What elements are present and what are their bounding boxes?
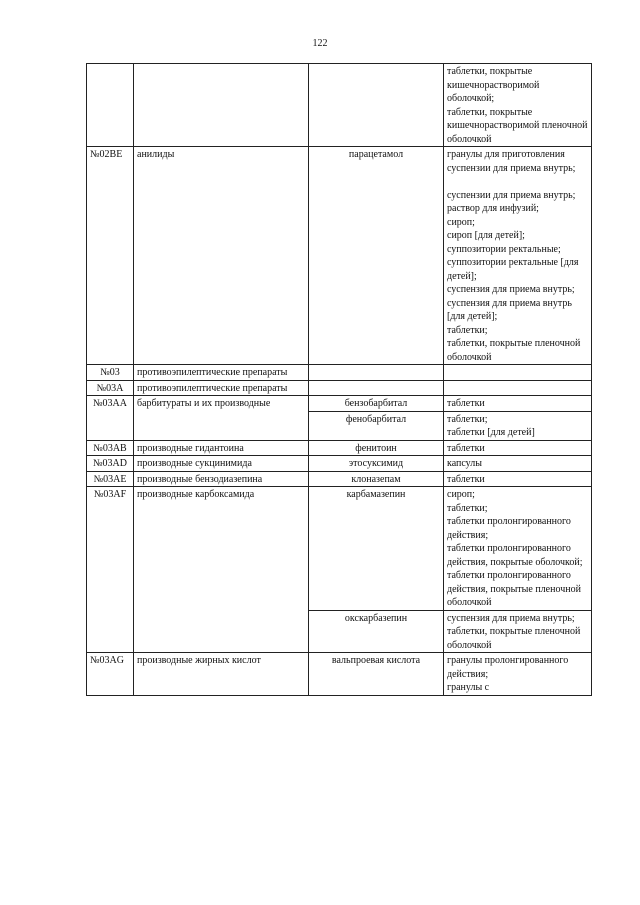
atc-code-cell (87, 411, 134, 440)
inn-cell: клоназепам (309, 471, 444, 487)
atc-code-cell: №03AF (87, 487, 134, 611)
forms-cell (444, 411, 592, 440)
atc-code-cell (87, 64, 134, 147)
forms-cell (444, 471, 592, 487)
dosage-form: таблетки; (447, 324, 488, 336)
atc-code-cell: №03AA (87, 396, 134, 412)
table-row (87, 64, 592, 147)
atc-code-cell: №03A (87, 380, 134, 396)
inn-cell: карбамазепин (309, 487, 444, 611)
group-cell: противоэпилептические препараты (134, 365, 309, 381)
dosage-form: таблетки, покрытые кишечнорастворимой оболочкой; (447, 66, 540, 104)
table-row (87, 396, 592, 412)
dosage-form: суспензия для приема внутрь; (447, 284, 575, 295)
group-cell: производные гидантоина (134, 440, 309, 456)
inn-cell: этосуксимид (309, 456, 444, 472)
table-row (87, 365, 592, 381)
group-cell (134, 411, 309, 440)
forms-cell (444, 380, 592, 396)
dosage-form: таблетки, покрытые пленочной оболочкой (447, 338, 581, 363)
dosage-form: раствор для инфузий; (447, 203, 539, 214)
inn-cell (309, 64, 444, 147)
forms-cell (444, 147, 592, 365)
dosage-form: таблетки пролонгированного действия, покрытые пленочной оболочкой (447, 570, 581, 608)
inn-cell: вальпроевая кислота (309, 653, 444, 696)
inn-cell: окскарбазепин (309, 610, 444, 653)
dosage-form: таблетки, покрытые кишечнорастворимой пленочной оболочкой (447, 106, 588, 145)
group-cell: производные карбоксамида (134, 487, 309, 611)
group-cell: барбитураты и их производные (134, 396, 309, 412)
inn-cell (309, 365, 444, 381)
forms-cell (444, 487, 592, 611)
atc-code-cell (87, 610, 134, 653)
dosage-form: таблетки (447, 442, 485, 454)
table-row (87, 610, 592, 653)
forms-cell (444, 456, 592, 472)
inn-cell: бензобарбитал (309, 396, 444, 412)
forms-cell (444, 653, 592, 696)
table-row (87, 380, 592, 396)
group-cell: анилиды (134, 147, 309, 365)
forms-cell (444, 440, 592, 456)
dosage-form: гранулы пролонгированного действия; (447, 655, 569, 680)
drug-table (86, 63, 592, 696)
dosage-form: суспензия для приема внутрь [для детей]; (447, 297, 572, 322)
table-row (87, 487, 592, 611)
atc-code-cell: №03AB (87, 440, 134, 456)
group-cell: производные жирных кислот (134, 653, 309, 696)
group-cell: производные сукцинимида (134, 456, 309, 472)
table-row (87, 440, 592, 456)
table-row (87, 147, 592, 365)
table-row (87, 653, 592, 696)
forms-cell (444, 64, 592, 147)
dosage-form: капсулы (447, 458, 482, 469)
dosage-form: суспензия для приема внутрь; (447, 612, 575, 624)
inn-cell: фенобарбитал (309, 411, 444, 440)
group-cell (134, 610, 309, 653)
group-cell: производные бензодиазепина (134, 471, 309, 487)
forms-cell (444, 610, 592, 653)
dosage-form: таблетки (447, 473, 485, 485)
atc-code-cell: №03AG (87, 653, 134, 696)
dosage-form: сироп; (447, 216, 475, 228)
forms-cell (444, 365, 592, 381)
group-cell: противоэпилептические препараты (134, 380, 309, 396)
inn-cell: парацетамол (309, 147, 444, 365)
dosage-form: суппозитории ректальные; (447, 243, 561, 255)
dosage-form: сироп [для детей]; (447, 230, 525, 241)
dosage-form: таблетки, покрытые пленочной оболочкой (447, 626, 581, 651)
table-row (87, 456, 592, 472)
dosage-form: таблетки пролонгированного действия; (447, 516, 571, 541)
atc-code-cell: №03 (87, 365, 134, 381)
dosage-form: таблетки; (447, 502, 488, 514)
dosage-form: гранулы для приготовления суспензии для приема внутрь; (447, 149, 576, 174)
atc-code-cell: №03AD (87, 456, 134, 472)
dosage-form: таблетки (447, 398, 485, 409)
table-row (87, 471, 592, 487)
dosage-form: суппозитории ректальные [для детей]; (447, 257, 579, 282)
dosage-form: гранулы с (447, 682, 490, 693)
dosage-form: сироп; (447, 489, 475, 500)
forms-cell (444, 396, 592, 412)
atc-code-cell: №02BE (87, 147, 134, 365)
inn-cell (309, 380, 444, 396)
group-cell (134, 64, 309, 147)
page-number: 122 (312, 38, 328, 49)
dosage-form: таблетки [для детей] (447, 427, 535, 438)
table-row (87, 411, 592, 440)
inn-cell: фенитоин (309, 440, 444, 456)
atc-code-cell: №03AE (87, 471, 134, 487)
dosage-form: суспензии для приема внутрь; (447, 189, 576, 201)
dosage-form: таблетки; (447, 413, 488, 425)
dosage-form: таблетки пролонгированного действия, покрытые оболочкой; (447, 543, 583, 568)
